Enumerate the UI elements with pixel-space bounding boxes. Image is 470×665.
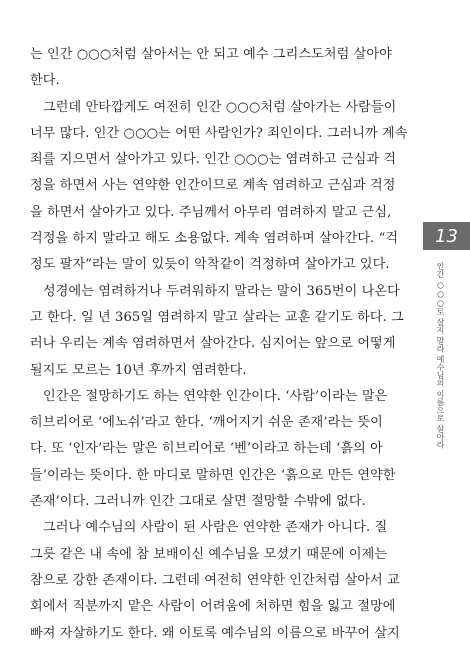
text-line: 그런데 안타깝게도 여전히 인간 ○○○처럼 살아가는 사람들이 [43, 99, 397, 115]
text-line: 성경에는 염려하거나 두려워하지 말라는 말이 365번이 나온다 [43, 283, 400, 299]
text-line: 인간은 절망하기도 하는 연약한 인간이다. ‘사람’이라는 말은 [43, 388, 388, 404]
text-line: 한다. [30, 73, 60, 89]
text-line: 존재’이다. 그러니까 인간 그대로 살면 절망할 수밖에 없다. [30, 494, 366, 510]
text-line: 너무 많다. 인간 ○○○는 어떤 사람인가? 죄인이다. 그러니까 계속 [30, 125, 408, 141]
paragraph [30, 95, 408, 279]
text-line: 죄를 지으면서 살아가고 있다. 인간 ○○○는 염려하고 근심과 걱 [30, 152, 397, 168]
text-line: 고 한다. 일 년 365일 염려하지 말고 살라는 교훈 같기도 하다. 그 [30, 309, 404, 325]
text-line: 빠져 자살하기도 한다. 왜 이토록 예수님의 이름으로 바꾸어 살지 [30, 625, 400, 641]
text-line: 는 인간 ○○○처럼 살아서는 안 되고 예수 그리스도처럼 살아야 [30, 47, 392, 62]
text-line: 참으로 강한 존재이다. 그런데 여전히 연약한 인간처럼 살아서 교 [30, 572, 400, 588]
text-line: 다. 또 ‘인자’라는 말은 히브리어로 ‘벤’이라고 하는데 ‘흙의 아 [30, 441, 383, 457]
text-line: 그릇 같은 내 속에 참 보배이신 예수님을 모셨기 때문에 이제는 [30, 546, 388, 562]
paragraph-continuation [30, 42, 403, 95]
text-line: 을 하면서 살아가고 있다. 주님께서 아무리 염려하지 말고 근심, [30, 204, 392, 220]
chapter-number: 13 [435, 225, 458, 247]
page-body [30, 42, 408, 647]
text-line: 들’이라는 뜻이다. 한 마디로 말하면 인간은 ‘흙으로 만든 연약한 [30, 467, 396, 483]
text-line: 히브리어로 ‘에노쉬’라고 한다. ‘깨어지기 쉬운 존재’라는 뜻이 [30, 415, 383, 431]
paragraph [30, 279, 403, 384]
text-line: 그러나 예수님의 사람이 된 사람은 연약한 존재가 아니다. 질 [43, 520, 388, 536]
text-line: 정을 하면서 사는 연약한 인간이므로 계속 염려하고 근심과 걱정 [30, 178, 396, 194]
paragraph [30, 515, 403, 646]
text-line: 회에서 직분까지 맡은 사람이 어려움에 처하면 힘을 잃고 절망에 [30, 599, 396, 615]
text-line: 될지도 모르는 10년 후까지 염려한다. [30, 362, 247, 378]
running-title: 인간 ○○○로 살지 말라 예수님의 이름으로 살아라 [436, 262, 445, 449]
chapter-tab [423, 222, 470, 250]
text-line: 걱정을 하지 말라고 해도 소용없다. 계속 염려하며 살아간다. “걱 [30, 231, 399, 247]
paragraph [30, 384, 403, 515]
text-line: 정도 팔자”라는 말이 있듯이 악착같이 걱정하며 살아가고 있다. [30, 257, 390, 273]
text-line: 러나 우리는 계속 염려하면서 살아간다. 심지어는 앞으로 어떻게 [30, 336, 396, 352]
